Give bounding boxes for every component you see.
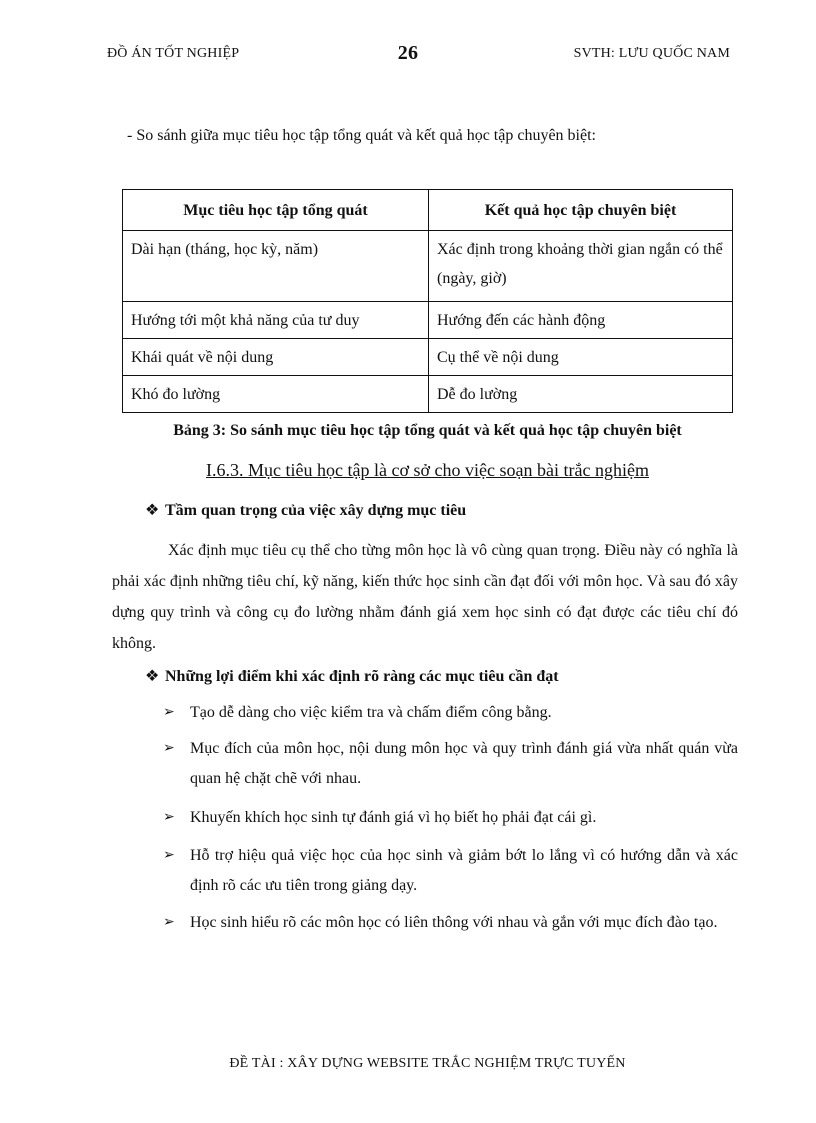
arrow-bullet-icon: ➢ (163, 741, 175, 756)
diamond-bullet-icon: ❖ (145, 668, 160, 685)
paragraph-text: Xác định mục tiêu cụ thể cho từng môn học là vô cùng quan trọng. Điều này có nghĩa là phải xác định những tiêu chí, kỹ năng, kiến thức học sinh cần đạt đối với môn học. Và sau đó xây dựng quy trình và công cụ đo lường nhằm đánh giá xem học sinh có đạt được các tiêu chí đó không. (112, 542, 738, 652)
table-cell: Dễ đo lường (429, 376, 733, 413)
comparison-table (122, 189, 733, 413)
list-item-text: Tạo dễ dàng cho việc kiểm tra và chấm điểm công bằng. (190, 704, 552, 721)
page-footer: ĐỀ TÀI : XÂY DỰNG WEBSITE TRẮC NGHIỆM TRỰC TUYẾN (229, 1056, 626, 1071)
table-header-row (123, 190, 733, 231)
list-item-text: Hỗ trợ hiệu quả việc học của học sinh và giảm bớt lo lắng vì có hướng dẫn và xác định rõ các ưu tiên trong giảng dạy. (190, 847, 738, 894)
arrow-bullet-icon: ➢ (163, 810, 175, 825)
list-item-text: Học sinh hiểu rõ các môn học có liên thông với nhau và gắn với mục đích đào tạo. (190, 914, 718, 931)
arrow-bullet-icon: ➢ (163, 915, 175, 930)
table-cell: Dài hạn (tháng, học kỳ, năm) (123, 231, 429, 302)
section-heading (0, 460, 816, 481)
list-item (163, 734, 738, 794)
bullet-heading-benefits (145, 666, 559, 686)
list-item (163, 698, 738, 728)
arrow-bullet-icon: ➢ (163, 705, 175, 720)
table-cell: Hướng đến các hành động (429, 302, 733, 339)
table-cell: Khái quát về nội dung (123, 339, 429, 376)
table-cell: Khó đo lường (123, 376, 429, 413)
arrow-bullet-icon: ➢ (163, 848, 175, 863)
table-cell: Cụ thể về nội dung (429, 339, 733, 376)
header-left: ĐỒ ÁN TỐT NGHIỆP (107, 46, 240, 61)
table-row (123, 376, 733, 413)
list-item-text: Khuyến khích học sinh tự đánh giá vì họ biết họ phải đạt cái gì. (190, 809, 597, 826)
bullet-heading-text: Những lợi điểm khi xác định rõ ràng các mục tiêu cần đạt (165, 668, 559, 685)
list-item (163, 841, 738, 901)
table-header-cell: Mục tiêu học tập tổng quát (123, 190, 429, 231)
section-heading-text: I.6.3. Mục tiêu học tập là cơ sở cho việc soạn bài trắc nghiệm (206, 460, 649, 480)
table-caption: Bảng 3: So sánh mục tiêu học tập tổng quát và kết quả học tập chuyên biệt (173, 422, 682, 439)
list-item (163, 908, 738, 938)
bullet-heading-text: Tầm quan trọng của việc xây dựng mục tiêu (165, 502, 467, 519)
table-row (123, 339, 733, 376)
table-row (123, 302, 733, 339)
header-right: SVTH: LƯU QUỐC NAM (573, 46, 730, 61)
diamond-bullet-icon: ❖ (145, 502, 160, 519)
list-item (163, 803, 738, 833)
list-item-text: Mục đích của môn học, nội dung môn học và quy trình đánh giá vừa nhất quán vừa quan hệ chặt chẽ với nhau. (190, 740, 738, 787)
page-number: 26 (397, 42, 419, 64)
bullet-heading-importance (145, 500, 466, 520)
table-cell: Hướng tới một khả năng của tư duy (123, 302, 429, 339)
paragraph (112, 535, 738, 659)
intro-text: - So sánh giữa mục tiêu học tập tổng quát và kết quả học tập chuyên biệt: (127, 127, 596, 144)
table-cell: Xác định trong khoảng thời gian ngắn có thể (ngày, giờ) (429, 231, 733, 302)
table-header-cell: Kết quả học tập chuyên biệt (429, 190, 733, 231)
table-row (123, 231, 733, 302)
